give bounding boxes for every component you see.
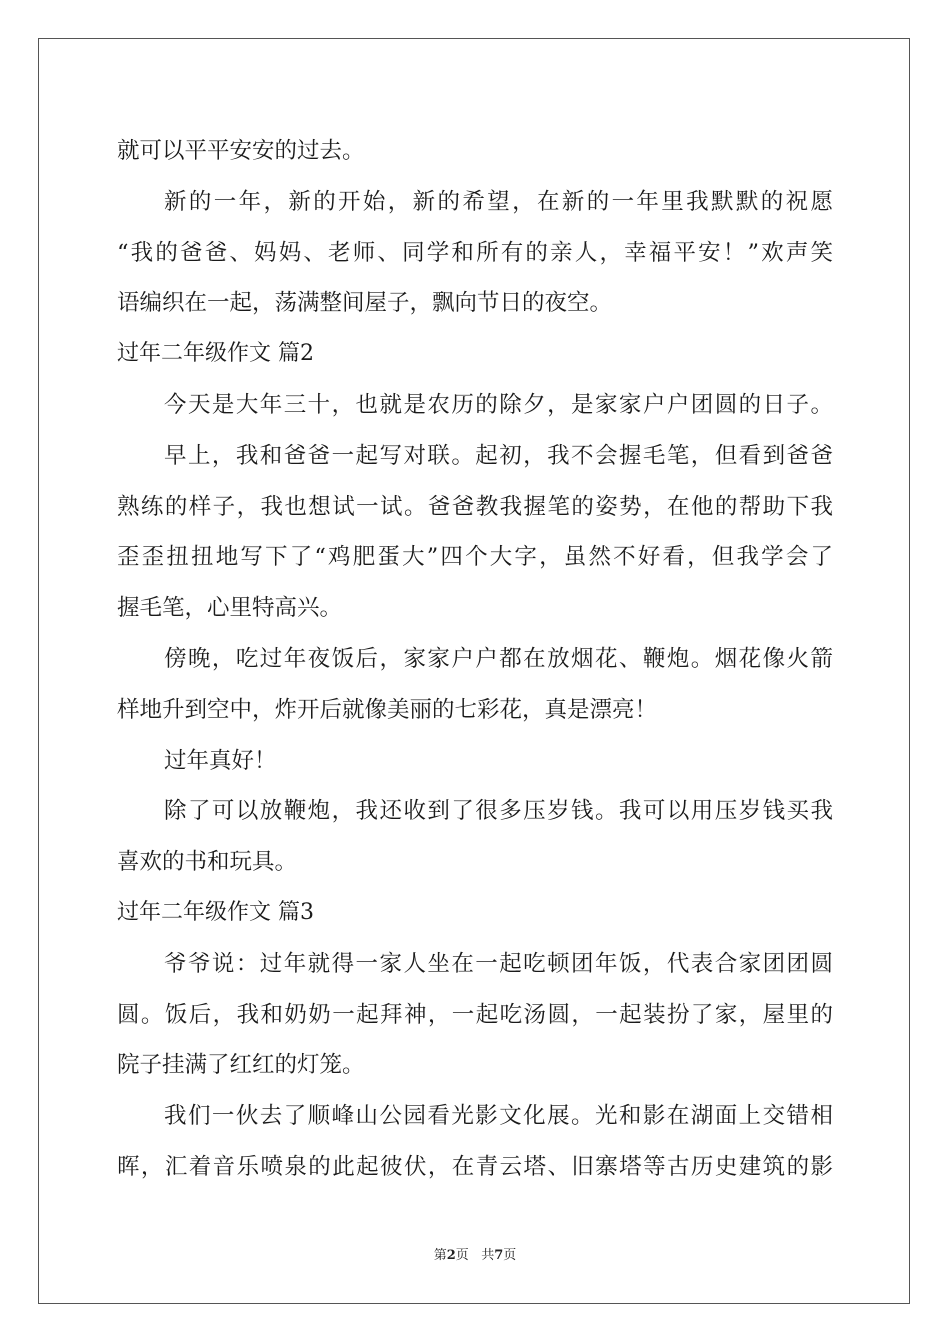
text-line: 过年真好！ [164,747,277,774]
text-line: 我们一伙去了顺峰山公园看光影文化展。光和影在湖面上交错相 [164,1103,833,1130]
footer-total-suffix: 页 [503,1248,517,1263]
text-line: 圆。饭后，我和奶奶一起拜神，一起吃汤圆，一起装扮了家，屋里的 [117,1001,833,1028]
text-line: 握毛笔，心里特高兴。 [117,595,343,622]
text-line: 语编织在一起，荡满整间屋子，飘向节日的夜空。 [117,290,613,317]
text-line: 喜欢的书和玩具。 [117,849,298,876]
text-line: 除了可以放鞭炮，我还收到了很多压岁钱。我可以用压岁钱买我 [164,798,833,825]
text-line: 新的一年，新的开始，新的希望，在新的一年里我默默的祝愿 [164,188,833,215]
text-line: 院子挂满了红红的灯笼。 [117,1052,365,1079]
text-line: “我的爸爸、妈妈、老师、同学和所有的亲人，幸福平安！”欢声笑 [117,239,833,266]
text-line: 爷爷说：过年就得一家人坐在一起吃顿团年饭，代表合家团团圆 [164,950,833,977]
text-line: 熟练的样子，我也想试一试。爸爸教我握笔的姿势，在他的帮助下我 [117,493,833,520]
text-line: 傍晚，吃过年夜饭后，家家户户都在放烟花、鞭炮。烟花像火箭 [164,645,833,672]
text-line: 歪歪扭扭地写下了“鸡肥蛋大”四个大字，虽然不好看，但我学会了 [117,544,833,571]
document-body [117,126,833,1193]
text-line: 晖，汇着音乐喷泉的此起彼伏，在青云塔、旧寨塔等古历史建筑的影 [117,1153,833,1180]
footer-page-suffix: 页 [455,1248,469,1263]
text-line: 今天是大年三十，也就是农历的除夕，是家家户户团圆的日子。 [164,391,833,418]
text-line: 就可以平平安安的过去。 [117,138,365,164]
page-footer [0,1247,950,1265]
text-line: 样地升到空中，炸开后就像美丽的七彩花，真是漂亮！ [117,696,658,723]
footer-current-page: 2 [446,1248,456,1263]
footer-total-pages: 7 [494,1248,504,1263]
section-heading: 过年二年级作文 篇3 [117,899,314,925]
section-heading: 过年二年级作文 篇2 [117,341,314,367]
footer-page-prefix: 第 [433,1248,447,1263]
text-line: 早上，我和爸爸一起写对联。起初，我不会握毛笔，但看到爸爸 [164,442,833,469]
footer-total-prefix: 共 [481,1248,495,1263]
